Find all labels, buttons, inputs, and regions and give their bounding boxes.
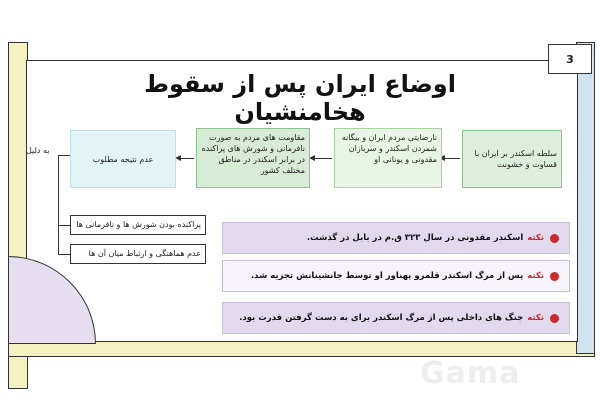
note-box-2 <box>222 260 570 292</box>
reason-label: به دلیل <box>26 146 50 155</box>
note-box-1 <box>222 222 570 254</box>
reason-bracket-bottom <box>58 254 70 255</box>
bullet-dot-icon <box>550 272 559 281</box>
note-box-3 <box>222 302 570 334</box>
reason-box-2: عدم هماهنگی و ارتباط میان آن ها <box>70 244 206 264</box>
note-text: اسکندر مقدونی در سال ۳۲۳ ق.م در بابل در گذشت. <box>306 233 524 243</box>
reason-bracket-mid <box>58 225 70 226</box>
flow-box-3 <box>196 128 310 188</box>
right-accent-bar <box>576 42 595 354</box>
flow-box-1 <box>462 130 562 188</box>
reason-bracket-top <box>58 155 70 156</box>
reason-bracket <box>58 155 59 255</box>
bottom-accent-bar <box>8 340 595 357</box>
flow-box-2-text: نارضایتی مردم ایران و بیگانه شمردن اسکندر و سربازان مقدونی و یونانی او <box>341 133 437 164</box>
note-label: نکته <box>527 233 544 243</box>
flow-arrow-1 <box>444 158 460 159</box>
reason-box-1: پراکنده بودن شورش ها و نافرمانی ها <box>70 215 206 235</box>
note-label: نکته <box>527 271 544 281</box>
flow-box-3-text: مقاومت های مردم به صورت نافرمانی و شورش های پراکنده در برابر اسکندر در مناطق مختلف کشور <box>201 133 305 175</box>
note-text: پس از مرگ اسکندر قلمرو پهناور او توسط جانشینانش تجزیه شد. <box>250 271 524 281</box>
flow-box-4-text: عدم نتیجه مطلوب <box>92 154 154 164</box>
flow-arrow-2 <box>314 158 332 159</box>
flow-box-4 <box>70 130 176 188</box>
watermark-logo: Gama <box>420 356 521 391</box>
flow-arrow-3 <box>180 158 194 159</box>
flow-box-2 <box>334 128 442 188</box>
bullet-dot-icon <box>550 234 559 243</box>
flow-box-1-text: سلطه اسکندر بر ایران با قساوت و خشونت <box>474 149 557 169</box>
slide-number: 3 <box>548 44 592 74</box>
note-label: نکته <box>527 313 544 323</box>
note-text: جنگ های داخلی پس از مرگ اسکندر برای به دست گرفتن قدرت بود. <box>239 313 524 323</box>
page-title: اوضاع ایران پس از سقوط هخامنشیان <box>144 70 456 126</box>
bullet-dot-icon <box>550 314 559 323</box>
